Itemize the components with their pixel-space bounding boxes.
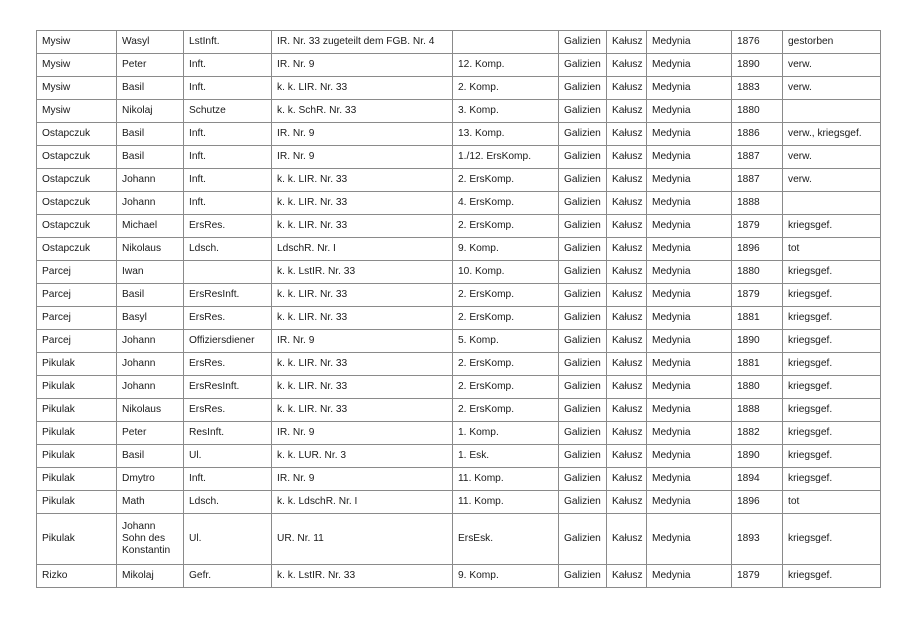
cell-surname: Pikulak: [37, 468, 117, 491]
cell-unit: k. k. LUR. Nr. 3: [272, 445, 453, 468]
cell-surname: Ostapczuk: [37, 215, 117, 238]
cell-firstname: Michael: [117, 215, 184, 238]
cell-place: Medynia: [647, 330, 732, 353]
cell-surname: Parcej: [37, 284, 117, 307]
cell-land: Galizien: [559, 422, 607, 445]
cell-place: Medynia: [647, 468, 732, 491]
cell-firstname: Peter: [117, 422, 184, 445]
cell-rank: ResInft.: [184, 422, 272, 445]
cell-company: 2. Komp.: [453, 77, 559, 100]
table-row: [37, 491, 881, 514]
cell-unit: k. k. LIR. Nr. 33: [272, 399, 453, 422]
cell-firstname: Johann: [117, 376, 184, 399]
table-body: [37, 31, 881, 588]
cell-surname: Pikulak: [37, 445, 117, 468]
table-row: [37, 445, 881, 468]
cell-place: Medynia: [647, 284, 732, 307]
cell-land: Galizien: [559, 31, 607, 54]
cell-surname: Parcej: [37, 307, 117, 330]
cell-status: verw.: [783, 146, 881, 169]
table-row: [37, 169, 881, 192]
cell-land: Galizien: [559, 376, 607, 399]
cell-district: Kałusz: [607, 514, 647, 565]
cell-year: 1890: [732, 445, 783, 468]
cell-status: kriegsgef.: [783, 330, 881, 353]
cell-rank: ErsRes.: [184, 215, 272, 238]
cell-district: Kałusz: [607, 376, 647, 399]
cell-unit: IR. Nr. 9: [272, 123, 453, 146]
cell-district: Kałusz: [607, 54, 647, 77]
cell-company: 1. Esk.: [453, 445, 559, 468]
cell-year: 1879: [732, 215, 783, 238]
cell-unit: k. k. LdschR. Nr. I: [272, 491, 453, 514]
table-row: [37, 192, 881, 215]
cell-status: kriegsgef.: [783, 514, 881, 565]
cell-year: 1888: [732, 192, 783, 215]
cell-year: 1881: [732, 353, 783, 376]
cell-company: 11. Komp.: [453, 491, 559, 514]
cell-land: Galizien: [559, 261, 607, 284]
cell-year: 1887: [732, 169, 783, 192]
cell-place: Medynia: [647, 422, 732, 445]
cell-year: 1881: [732, 307, 783, 330]
cell-status: kriegsgef.: [783, 445, 881, 468]
cell-year: 1880: [732, 376, 783, 399]
cell-firstname: Johann: [117, 169, 184, 192]
cell-land: Galizien: [559, 54, 607, 77]
cell-status: kriegsgef.: [783, 376, 881, 399]
cell-unit: k. k. LIR. Nr. 33: [272, 77, 453, 100]
cell-company: ErsEsk.: [453, 514, 559, 565]
cell-rank: ErsResInft.: [184, 376, 272, 399]
cell-year: 1882: [732, 422, 783, 445]
cell-year: 1887: [732, 146, 783, 169]
cell-year: 1896: [732, 491, 783, 514]
cell-district: Kałusz: [607, 146, 647, 169]
cell-place: Medynia: [647, 54, 732, 77]
table-row: [37, 284, 881, 307]
cell-status: [783, 192, 881, 215]
cell-unit: LdschR. Nr. I: [272, 238, 453, 261]
cell-unit: UR. Nr. 11: [272, 514, 453, 565]
cell-rank: Inft.: [184, 468, 272, 491]
cell-land: Galizien: [559, 146, 607, 169]
cell-surname: Pikulak: [37, 422, 117, 445]
cell-district: Kałusz: [607, 169, 647, 192]
cell-rank: Ldsch.: [184, 491, 272, 514]
cell-year: 1879: [732, 565, 783, 588]
cell-company: [453, 31, 559, 54]
cell-firstname: Iwan: [117, 261, 184, 284]
table-row: [37, 100, 881, 123]
cell-rank: ErsRes.: [184, 307, 272, 330]
cell-place: Medynia: [647, 238, 732, 261]
cell-rank: Inft.: [184, 77, 272, 100]
cell-company: 12. Komp.: [453, 54, 559, 77]
cell-firstname: Peter: [117, 54, 184, 77]
cell-district: Kałusz: [607, 330, 647, 353]
cell-unit: k. k. LIR. Nr. 33: [272, 192, 453, 215]
cell-unit: IR. Nr. 9: [272, 146, 453, 169]
cell-firstname: Wasyl: [117, 31, 184, 54]
cell-district: Kałusz: [607, 565, 647, 588]
cell-year: 1894: [732, 468, 783, 491]
cell-company: 1./12. ErsKomp.: [453, 146, 559, 169]
cell-status: kriegsgef.: [783, 261, 881, 284]
table-row: [37, 238, 881, 261]
cell-status: kriegsgef.: [783, 468, 881, 491]
cell-surname: Mysiw: [37, 77, 117, 100]
cell-district: Kałusz: [607, 238, 647, 261]
table-row: [37, 146, 881, 169]
cell-status: tot: [783, 238, 881, 261]
cell-company: 9. Komp.: [453, 238, 559, 261]
cell-rank: Inft.: [184, 169, 272, 192]
cell-status: kriegsgef.: [783, 399, 881, 422]
cell-unit: IR. Nr. 9: [272, 422, 453, 445]
cell-unit: k. k. LIR. Nr. 33: [272, 169, 453, 192]
cell-unit: k. k. LIR. Nr. 33: [272, 307, 453, 330]
cell-rank: Inft.: [184, 192, 272, 215]
cell-land: Galizien: [559, 330, 607, 353]
cell-surname: Pikulak: [37, 491, 117, 514]
cell-district: Kałusz: [607, 31, 647, 54]
cell-rank: ErsRes.: [184, 353, 272, 376]
cell-place: Medynia: [647, 146, 732, 169]
cell-year: 1883: [732, 77, 783, 100]
table-row: [37, 565, 881, 588]
cell-rank: Schutze: [184, 100, 272, 123]
cell-place: Medynia: [647, 261, 732, 284]
cell-district: Kałusz: [607, 100, 647, 123]
cell-company: 3. Komp.: [453, 100, 559, 123]
cell-land: Galizien: [559, 399, 607, 422]
cell-district: Kałusz: [607, 215, 647, 238]
cell-district: Kałusz: [607, 445, 647, 468]
cell-land: Galizien: [559, 284, 607, 307]
cell-surname: Parcej: [37, 261, 117, 284]
table-row: [37, 31, 881, 54]
cell-district: Kałusz: [607, 261, 647, 284]
cell-place: Medynia: [647, 399, 732, 422]
cell-firstname: Basil: [117, 77, 184, 100]
cell-district: Kałusz: [607, 284, 647, 307]
cell-district: Kałusz: [607, 77, 647, 100]
table-row: [37, 376, 881, 399]
table-row: [37, 514, 881, 565]
table-row: [37, 54, 881, 77]
cell-status: kriegsgef.: [783, 565, 881, 588]
cell-firstname: Dmytro: [117, 468, 184, 491]
cell-surname: Pikulak: [37, 376, 117, 399]
cell-status: kriegsgef.: [783, 215, 881, 238]
cell-district: Kałusz: [607, 307, 647, 330]
cell-surname: Pikulak: [37, 353, 117, 376]
cell-land: Galizien: [559, 468, 607, 491]
table-row: [37, 330, 881, 353]
cell-place: Medynia: [647, 491, 732, 514]
cell-land: Galizien: [559, 307, 607, 330]
cell-firstname: Basil: [117, 146, 184, 169]
cell-unit: IR. Nr. 9: [272, 330, 453, 353]
cell-land: Galizien: [559, 77, 607, 100]
cell-place: Medynia: [647, 307, 732, 330]
cell-surname: Mysiw: [37, 54, 117, 77]
cell-place: Medynia: [647, 123, 732, 146]
cell-land: Galizien: [559, 514, 607, 565]
cell-district: Kałusz: [607, 353, 647, 376]
cell-year: 1888: [732, 399, 783, 422]
cell-status: kriegsgef.: [783, 422, 881, 445]
cell-company: 2. ErsKomp.: [453, 376, 559, 399]
cell-unit: k. k. LstIR. Nr. 33: [272, 565, 453, 588]
cell-land: Galizien: [559, 445, 607, 468]
cell-company: 2. ErsKomp.: [453, 169, 559, 192]
cell-rank: Ldsch.: [184, 238, 272, 261]
cell-status: verw.: [783, 54, 881, 77]
table-row: [37, 215, 881, 238]
cell-surname: Pikulak: [37, 399, 117, 422]
cell-land: Galizien: [559, 215, 607, 238]
table-row: [37, 353, 881, 376]
cell-rank: LstInft.: [184, 31, 272, 54]
cell-company: 2. ErsKomp.: [453, 399, 559, 422]
table-row: [37, 77, 881, 100]
table-row: [37, 468, 881, 491]
cell-land: Galizien: [559, 565, 607, 588]
cell-district: Kałusz: [607, 123, 647, 146]
cell-rank: Inft.: [184, 146, 272, 169]
cell-place: Medynia: [647, 31, 732, 54]
cell-place: Medynia: [647, 353, 732, 376]
cell-rank: [184, 261, 272, 284]
cell-unit: k. k. LIR. Nr. 33: [272, 215, 453, 238]
cell-year: 1896: [732, 238, 783, 261]
cell-unit: IR. Nr. 9: [272, 54, 453, 77]
cell-rank: Gefr.: [184, 565, 272, 588]
cell-company: 1. Komp.: [453, 422, 559, 445]
cell-land: Galizien: [559, 192, 607, 215]
cell-company: 5. Komp.: [453, 330, 559, 353]
cell-firstname: Nikolaus: [117, 238, 184, 261]
cell-status: kriegsgef.: [783, 353, 881, 376]
cell-surname: Mysiw: [37, 31, 117, 54]
cell-company: 11. Komp.: [453, 468, 559, 491]
cell-rank: ErsResInft.: [184, 284, 272, 307]
cell-firstname: Basil: [117, 123, 184, 146]
cell-surname: Rizko: [37, 565, 117, 588]
table-row: [37, 399, 881, 422]
records-table: [36, 30, 881, 588]
cell-status: verw.: [783, 77, 881, 100]
table-row: [37, 307, 881, 330]
cell-year: 1876: [732, 31, 783, 54]
cell-firstname: Johann: [117, 330, 184, 353]
cell-firstname: Basil: [117, 445, 184, 468]
cell-place: Medynia: [647, 100, 732, 123]
cell-place: Medynia: [647, 192, 732, 215]
cell-unit: k. k. LIR. Nr. 33: [272, 284, 453, 307]
cell-place: Medynia: [647, 77, 732, 100]
cell-year: 1890: [732, 330, 783, 353]
cell-surname: Ostapczuk: [37, 192, 117, 215]
cell-company: 4. ErsKomp.: [453, 192, 559, 215]
cell-unit: k. k. LIR. Nr. 33: [272, 376, 453, 399]
table-row: [37, 261, 881, 284]
cell-unit: k. k. LIR. Nr. 33: [272, 353, 453, 376]
cell-firstname: Nikolaj: [117, 100, 184, 123]
cell-surname: Parcej: [37, 330, 117, 353]
cell-firstname: Math: [117, 491, 184, 514]
cell-status: gestorben: [783, 31, 881, 54]
cell-status: verw., kriegsgef.: [783, 123, 881, 146]
cell-place: Medynia: [647, 445, 732, 468]
cell-rank: Inft.: [184, 54, 272, 77]
cell-rank: Inft.: [184, 123, 272, 146]
cell-company: 10. Komp.: [453, 261, 559, 284]
cell-unit: k. k. LstIR. Nr. 33: [272, 261, 453, 284]
cell-status: kriegsgef.: [783, 307, 881, 330]
cell-status: tot: [783, 491, 881, 514]
cell-place: Medynia: [647, 565, 732, 588]
cell-rank: Ul.: [184, 445, 272, 468]
cell-district: Kałusz: [607, 468, 647, 491]
cell-company: 2. ErsKomp.: [453, 353, 559, 376]
cell-place: Medynia: [647, 514, 732, 565]
cell-firstname: Basil: [117, 284, 184, 307]
cell-company: 13. Komp.: [453, 123, 559, 146]
cell-district: Kałusz: [607, 422, 647, 445]
cell-year: 1880: [732, 100, 783, 123]
cell-year: 1890: [732, 54, 783, 77]
cell-unit: IR. Nr. 9: [272, 468, 453, 491]
cell-rank: ErsRes.: [184, 399, 272, 422]
cell-surname: Ostapczuk: [37, 238, 117, 261]
cell-year: 1880: [732, 261, 783, 284]
cell-status: kriegsgef.: [783, 284, 881, 307]
cell-district: Kałusz: [607, 192, 647, 215]
cell-surname: Pikulak: [37, 514, 117, 565]
cell-land: Galizien: [559, 100, 607, 123]
cell-status: verw.: [783, 169, 881, 192]
cell-status: [783, 100, 881, 123]
cell-firstname: Mikolaj: [117, 565, 184, 588]
cell-place: Medynia: [647, 169, 732, 192]
cell-place: Medynia: [647, 215, 732, 238]
cell-firstname: Johann: [117, 192, 184, 215]
cell-surname: Ostapczuk: [37, 146, 117, 169]
cell-year: 1879: [732, 284, 783, 307]
cell-district: Kałusz: [607, 399, 647, 422]
cell-land: Galizien: [559, 123, 607, 146]
cell-year: 1886: [732, 123, 783, 146]
cell-unit: IR. Nr. 33 zugeteilt dem FGB. Nr. 4: [272, 31, 453, 54]
cell-company: 2. ErsKomp.: [453, 284, 559, 307]
cell-surname: Ostapczuk: [37, 169, 117, 192]
cell-surname: Ostapczuk: [37, 123, 117, 146]
cell-firstname: Nikolaus: [117, 399, 184, 422]
cell-land: Galizien: [559, 238, 607, 261]
cell-surname: Mysiw: [37, 100, 117, 123]
cell-place: Medynia: [647, 376, 732, 399]
cell-district: Kałusz: [607, 491, 647, 514]
cell-land: Galizien: [559, 353, 607, 376]
cell-unit: k. k. SchR. Nr. 33: [272, 100, 453, 123]
table-row: [37, 422, 881, 445]
cell-firstname: Johann: [117, 353, 184, 376]
cell-firstname: Johann Sohn des Konstantin: [117, 514, 184, 565]
cell-rank: Ul.: [184, 514, 272, 565]
cell-company: 9. Komp.: [453, 565, 559, 588]
cell-firstname: Basyl: [117, 307, 184, 330]
table-row: [37, 123, 881, 146]
cell-rank: Offiziersdiener: [184, 330, 272, 353]
cell-year: 1893: [732, 514, 783, 565]
cell-company: 2. ErsKomp.: [453, 307, 559, 330]
cell-land: Galizien: [559, 169, 607, 192]
cell-company: 2. ErsKomp.: [453, 215, 559, 238]
cell-land: Galizien: [559, 491, 607, 514]
